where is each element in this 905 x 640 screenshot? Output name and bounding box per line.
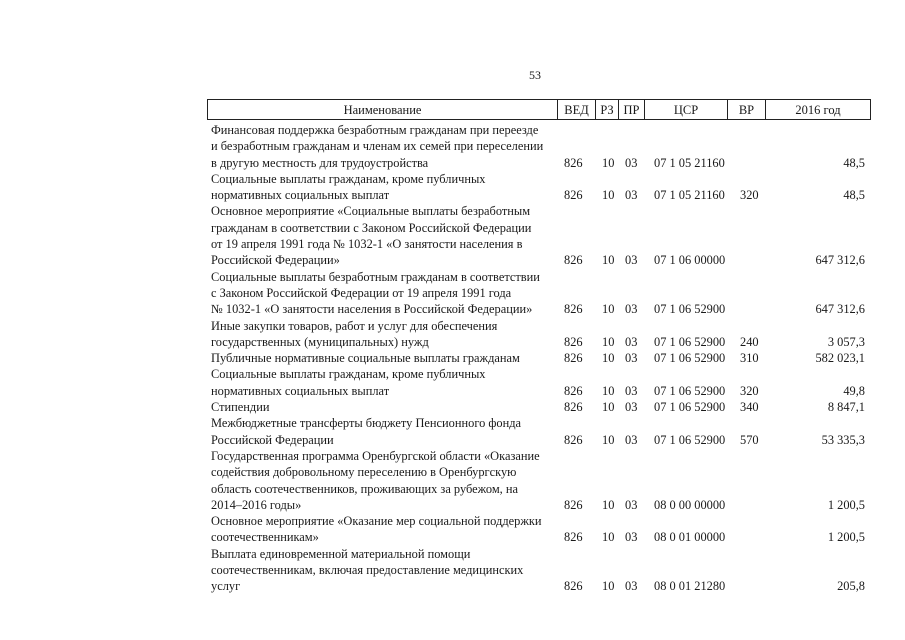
row-name-line: содействия добровольному переселению в Оренбургскую xyxy=(211,465,517,480)
row-name-line: Государственная программа Оренбургской области «Оказание xyxy=(211,448,540,463)
row-name-line: № 1032-1 «О занятости населения в Российской Федерации» xyxy=(211,302,533,317)
row-name-line: Социальные выплаты безработным гражданам в соответствии xyxy=(211,269,540,284)
table-row xyxy=(211,415,869,448)
table-row xyxy=(211,448,869,513)
row-name-line: Межбюджетные трансферты бюджету Пенсионного фонда xyxy=(211,416,522,431)
row-csr: 08 0 00 00000 xyxy=(654,497,726,512)
row-name-line: гражданам в соответствии с Законом Российской Федерации xyxy=(211,220,532,235)
row-name-line: нормативных социальных выплат xyxy=(211,383,390,398)
row-name-line: и безработным гражданам и членам их семей при переселении xyxy=(211,139,544,154)
row-name-line: с Законом Российской Федерации от 19 апреля 1991 года xyxy=(211,285,512,300)
row-name xyxy=(211,171,556,204)
row-ved: 826 xyxy=(564,432,583,447)
row-csr: 07 1 05 21160 xyxy=(654,155,725,170)
row-pr: 03 xyxy=(625,334,638,349)
header-vr: ВР xyxy=(727,100,765,119)
row-csr: 07 1 06 00000 xyxy=(654,253,726,268)
row-name xyxy=(211,366,556,399)
row-name xyxy=(211,203,556,268)
row-name-line: Основное мероприятие «Социальные выплаты безработным xyxy=(211,204,531,219)
page-number: 53 xyxy=(529,68,541,82)
table-row xyxy=(211,366,869,399)
row-name xyxy=(211,546,556,595)
row-rz: 10 xyxy=(602,432,615,447)
row-name-line: область соотечественников, проживающих за рубежом, на xyxy=(211,481,519,496)
row-rz: 10 xyxy=(602,400,615,415)
row-name-line: услуг xyxy=(211,579,241,594)
row-csr: 08 0 01 21280 xyxy=(654,579,726,594)
row-pr: 03 xyxy=(625,530,638,545)
row-ved: 826 xyxy=(564,400,583,415)
row-pr: 03 xyxy=(625,253,638,268)
row-rz: 10 xyxy=(602,334,615,349)
row-pr: 03 xyxy=(625,432,638,447)
row-amount: 3 057,3 xyxy=(827,334,865,349)
row-ved: 826 xyxy=(564,383,583,398)
row-name-line: соотечественникам, включая предоставление медицинских xyxy=(211,563,524,578)
row-name xyxy=(211,122,556,171)
table-row xyxy=(211,171,869,204)
row-amount: 8 847,1 xyxy=(827,400,865,415)
row-ved: 826 xyxy=(564,351,583,366)
row-amount: 647 312,6 xyxy=(815,253,865,268)
row-vr: 570 xyxy=(740,432,759,447)
row-pr: 03 xyxy=(625,351,638,366)
row-name-line: от 19 апреля 1991 года № 1032-1 «О занятости населения в xyxy=(211,237,523,252)
row-csr: 07 1 06 52900 xyxy=(654,400,726,415)
row-csr: 07 1 06 52900 xyxy=(654,302,726,317)
row-rz: 10 xyxy=(602,579,615,594)
header-csr: ЦСР xyxy=(644,100,727,119)
table-row xyxy=(211,546,869,595)
row-ved: 826 xyxy=(564,579,583,594)
table-row xyxy=(211,203,869,268)
table-row xyxy=(211,122,869,171)
row-csr: 07 1 06 52900 xyxy=(654,334,726,349)
row-ved: 826 xyxy=(564,253,583,268)
table-body xyxy=(211,122,869,595)
row-ved: 826 xyxy=(564,302,583,317)
header-year: 2016 год xyxy=(765,100,870,119)
header-pr: ПР xyxy=(618,100,644,119)
row-name-line: Финансовая поддержка безработным гражданам при переезде xyxy=(211,123,539,137)
table-row xyxy=(211,350,869,366)
row-amount: 647 312,6 xyxy=(815,302,865,317)
row-name-line: Российской Федерации xyxy=(211,432,334,447)
header-name: Наименование xyxy=(343,103,422,117)
row-name-line: Российской Федерации» xyxy=(211,253,340,268)
row-amount: 48,5 xyxy=(843,155,865,170)
row-csr: 07 1 06 52900 xyxy=(654,351,726,366)
row-name-line: в другую местность для трудоустройства xyxy=(211,155,429,170)
row-vr: 340 xyxy=(740,400,759,415)
row-ved: 826 xyxy=(564,155,583,170)
row-vr: 320 xyxy=(740,188,759,203)
row-name xyxy=(211,448,556,513)
row-csr: 08 0 01 00000 xyxy=(654,530,726,545)
row-amount: 205,8 xyxy=(837,579,865,594)
row-name-line: нормативных социальных выплат xyxy=(211,188,390,203)
row-ved: 826 xyxy=(564,334,583,349)
row-rz: 10 xyxy=(602,383,615,398)
row-rz: 10 xyxy=(602,302,615,317)
table-row xyxy=(211,318,869,351)
row-rz: 10 xyxy=(602,253,615,268)
row-amount: 582 023,1 xyxy=(815,351,865,366)
row-name-line: Социальные выплаты гражданам, кроме публичных xyxy=(211,171,486,186)
row-pr: 03 xyxy=(625,155,638,170)
row-ved: 826 xyxy=(564,188,583,203)
row-pr: 03 xyxy=(625,400,638,415)
row-name xyxy=(211,318,556,351)
row-pr: 03 xyxy=(625,188,638,203)
row-name-line: государственных (муниципальных) нужд xyxy=(211,334,429,349)
row-amount: 1 200,5 xyxy=(827,530,865,545)
row-name xyxy=(211,415,556,448)
row-vr: 320 xyxy=(740,383,759,398)
row-name-line: Стипендии xyxy=(211,400,270,415)
row-name-line: Публичные нормативные социальные выплаты гражданам xyxy=(211,351,520,366)
header-ved: ВЕД xyxy=(557,100,595,119)
row-name-line: Выплата единовременной материальной помощи xyxy=(211,546,471,561)
row-name xyxy=(211,513,556,546)
table-row xyxy=(211,399,869,415)
row-pr: 03 xyxy=(625,497,638,512)
row-ved: 826 xyxy=(564,497,583,512)
row-name-line: Социальные выплаты гражданам, кроме публичных xyxy=(211,367,486,382)
table-header xyxy=(207,99,871,120)
row-name-line: 2014–2016 годы» xyxy=(211,497,302,512)
row-amount: 1 200,5 xyxy=(827,497,865,512)
table-row xyxy=(211,513,869,546)
row-amount: 49,8 xyxy=(843,383,865,398)
table-row xyxy=(211,269,869,318)
row-name-line: Иные закупки товаров, работ и услуг для обеспечения xyxy=(211,318,498,333)
row-csr: 07 1 06 52900 xyxy=(654,432,726,447)
row-name xyxy=(211,350,556,366)
row-pr: 03 xyxy=(625,383,638,398)
row-name-line: Основное мероприятие «Оказание мер социальной поддержки xyxy=(211,514,542,529)
row-name xyxy=(211,269,556,318)
row-pr: 03 xyxy=(625,579,638,594)
row-amount: 53 335,3 xyxy=(821,432,865,447)
row-rz: 10 xyxy=(602,497,615,512)
row-name-line: соотечественникам» xyxy=(211,530,319,545)
row-rz: 10 xyxy=(602,351,615,366)
header-rz: РЗ xyxy=(595,100,618,119)
row-vr: 240 xyxy=(740,334,759,349)
row-amount: 48,5 xyxy=(843,188,865,203)
row-pr: 03 xyxy=(625,302,638,317)
row-name xyxy=(211,399,556,415)
row-vr: 310 xyxy=(740,351,759,366)
row-rz: 10 xyxy=(602,155,615,170)
row-rz: 10 xyxy=(602,530,615,545)
row-rz: 10 xyxy=(602,188,615,203)
row-csr: 07 1 06 52900 xyxy=(654,383,726,398)
row-ved: 826 xyxy=(564,530,583,545)
row-csr: 07 1 05 21160 xyxy=(654,188,725,203)
